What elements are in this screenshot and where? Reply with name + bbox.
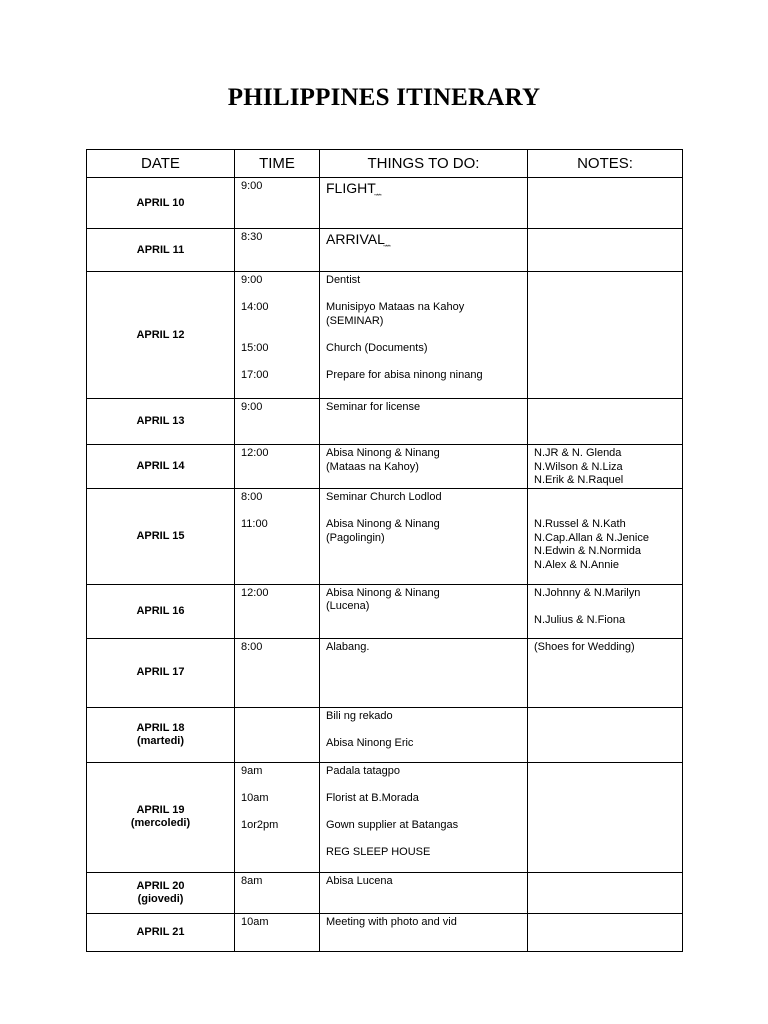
todo-line — [326, 180, 527, 199]
todo-line — [326, 819, 527, 833]
todo-text: ARRIVAL — [326, 231, 385, 247]
todo-text: Padala tatagpo — [326, 764, 401, 777]
notes-line — [534, 474, 682, 488]
time-line — [241, 301, 319, 315]
todo-line — [326, 587, 527, 601]
things-to-do-cell — [320, 488, 528, 584]
notes-line — [534, 614, 682, 628]
time-text: 15:00 — [241, 341, 269, 354]
things-to-do-cell — [320, 584, 528, 638]
time-text: 17:00 — [241, 369, 269, 382]
line-gap — [326, 723, 527, 737]
notes-line — [534, 532, 682, 546]
time-text: 14:00 — [241, 301, 269, 314]
todo-line — [326, 765, 527, 779]
bird-icon: ‸̲‸̲ — [384, 236, 390, 247]
notes-cell — [528, 488, 683, 584]
todo-text: REG SLEEP HOUSE — [326, 846, 431, 859]
header-things-to-do: THINGS TO DO: — [320, 150, 528, 178]
todo-text: Abisa Lucena — [326, 874, 393, 887]
time-text: 12:00 — [241, 447, 269, 459]
time-line — [241, 792, 319, 806]
notes-line — [534, 559, 682, 573]
time-cell — [235, 762, 320, 872]
notes-text: N.Alex & N.Annie — [534, 558, 619, 571]
time-cell — [235, 399, 320, 445]
things-to-do-cell — [320, 707, 528, 762]
header-row — [87, 150, 683, 178]
todo-line — [326, 710, 527, 724]
time-text: 8:00 — [241, 640, 263, 653]
todo-line — [326, 231, 527, 250]
date-text: APRIL 20 — [136, 879, 185, 892]
date-cell — [87, 872, 235, 913]
time-cell — [235, 445, 320, 489]
time-cell — [235, 638, 320, 707]
notes-cell — [528, 272, 683, 399]
date-cell — [87, 913, 235, 951]
todo-line — [326, 875, 527, 889]
time-cell — [235, 272, 320, 399]
time-text: 8:00 — [241, 490, 263, 503]
todo-text: Abisa Ninong & Ninang — [326, 517, 440, 530]
time-cell — [235, 707, 320, 762]
time-text: 9:00 — [241, 180, 263, 192]
time-line — [241, 916, 319, 930]
notes-text: N.Cap.Allan & N.Jenice — [534, 531, 649, 544]
todo-line — [326, 491, 527, 505]
todo-line — [326, 532, 527, 546]
todo-text: Abisa Ninong & Ninang — [326, 586, 440, 599]
time-line — [241, 587, 319, 601]
itinerary-row — [87, 762, 683, 872]
notes-cell — [528, 872, 683, 913]
date-cell — [87, 229, 235, 272]
date-cell — [87, 707, 235, 762]
line-gap — [241, 806, 319, 820]
line-gap — [326, 288, 527, 302]
header-notes: NOTES: — [528, 150, 683, 178]
todo-text: (SEMINAR) — [326, 314, 384, 327]
notes-text: N.Julius & N.Fiona — [534, 613, 626, 626]
things-to-do-cell — [320, 913, 528, 951]
itinerary-row — [87, 399, 683, 445]
date-cell — [87, 488, 235, 584]
line-gap — [534, 504, 682, 518]
date-text: APRIL 14 — [136, 459, 185, 472]
itinerary-row — [87, 913, 683, 951]
itinerary-row — [87, 584, 683, 638]
notes-text: N.Edwin & N.Normida — [534, 545, 641, 558]
notes-cell — [528, 445, 683, 489]
time-line — [241, 518, 319, 532]
itinerary-row — [87, 229, 683, 272]
time-line — [241, 342, 319, 356]
time-text: 1or2pm — [241, 819, 279, 832]
line-gap — [326, 328, 527, 342]
date-text: APRIL 13 — [136, 415, 185, 427]
date-text: APRIL 21 — [136, 925, 185, 938]
notes-line — [534, 518, 682, 532]
itinerary-table — [86, 149, 683, 952]
things-to-do-cell — [320, 638, 528, 707]
notes-cell — [528, 229, 683, 272]
todo-text: Seminar Church Lodlod — [326, 490, 442, 503]
date-text: APRIL 15 — [136, 529, 185, 542]
date-text: APRIL 18 — [136, 721, 185, 734]
notes-text: N.JR & N. Glenda — [534, 447, 622, 459]
notes-cell — [528, 913, 683, 951]
time-cell — [235, 913, 320, 951]
line-gap — [326, 356, 527, 370]
things-to-do-cell — [320, 399, 528, 445]
things-to-do-cell — [320, 872, 528, 913]
line-gap — [241, 288, 319, 302]
itinerary-row — [87, 638, 683, 707]
notes-text: (Shoes for Wedding) — [534, 640, 635, 653]
todo-line — [326, 600, 527, 614]
todo-line — [326, 846, 527, 860]
todo-line — [326, 401, 527, 415]
time-text: 8am — [241, 874, 263, 887]
things-to-do-cell — [320, 762, 528, 872]
line-gap — [534, 600, 682, 614]
time-text: 10am — [241, 791, 269, 804]
date-cell — [87, 272, 235, 399]
date-cell — [87, 584, 235, 638]
todo-line — [326, 641, 527, 655]
todo-text: Florist at B.Morada — [326, 791, 419, 804]
todo-text: Church (Documents) — [326, 341, 428, 354]
todo-text: Abisa Ninong & Ninang — [326, 447, 440, 459]
things-to-do-cell — [320, 445, 528, 489]
line-gap — [241, 315, 319, 329]
notes-text: N.Wilson & N.Liza — [534, 460, 623, 473]
notes-text: N.Johnny & N.Marilyn — [534, 586, 641, 599]
notes-cell — [528, 399, 683, 445]
todo-text: Abisa Ninong Eric — [326, 736, 414, 749]
todo-line — [326, 461, 527, 475]
date-text: APRIL 10 — [136, 196, 185, 209]
todo-line — [326, 301, 527, 315]
notes-line — [534, 545, 682, 559]
todo-text: Munisipyo Mataas na Kahoy — [326, 301, 465, 314]
date-text: (martedi) — [136, 734, 185, 747]
things-to-do-cell — [320, 229, 528, 272]
itinerary-row — [87, 872, 683, 913]
line-gap — [326, 504, 527, 518]
todo-text: (Lucena) — [326, 600, 370, 613]
notes-cell — [528, 178, 683, 229]
time-line — [241, 447, 319, 461]
todo-text: (Mataas na Kahoy) — [326, 460, 419, 473]
itinerary-row — [87, 707, 683, 762]
todo-text: Meeting with photo and vid — [326, 915, 457, 928]
line-gap — [326, 778, 527, 792]
date-cell — [87, 762, 235, 872]
line-gap — [241, 356, 319, 370]
time-text: 12:00 — [241, 586, 269, 599]
todo-text: Alabang. — [326, 640, 370, 653]
time-cell — [235, 229, 320, 272]
things-to-do-cell — [320, 272, 528, 399]
notes-cell — [528, 638, 683, 707]
date-text: APRIL 19 — [136, 804, 185, 817]
notes-text: N.Russel & N.Kath — [534, 517, 626, 530]
time-line — [241, 180, 319, 194]
itinerary-row — [87, 272, 683, 399]
page-title: PHILIPPINES ITINERARY — [227, 84, 541, 111]
notes-line — [534, 641, 682, 655]
bird-icon: ‸̲‸̲ — [375, 185, 381, 196]
notes-cell — [528, 707, 683, 762]
todo-text: Gown supplier at Batangas — [326, 819, 459, 832]
time-line — [241, 875, 319, 889]
line-gap — [241, 504, 319, 518]
time-cell — [235, 488, 320, 584]
time-line — [241, 231, 319, 245]
line-gap — [326, 806, 527, 820]
itinerary-rows — [87, 178, 683, 952]
notes-text: N.Erik & N.Raquel — [534, 474, 624, 487]
time-cell — [235, 584, 320, 638]
time-cell — [235, 872, 320, 913]
date-cell — [87, 445, 235, 489]
todo-text: Dentist — [326, 274, 361, 286]
todo-text: Seminar for license — [326, 401, 421, 413]
time-line — [241, 819, 319, 833]
todo-text: FLIGHT — [326, 180, 376, 196]
notes-cell — [528, 762, 683, 872]
date-cell — [87, 399, 235, 445]
header-time: TIME — [235, 150, 320, 178]
time-text: 9:00 — [241, 401, 263, 413]
time-line — [241, 491, 319, 505]
notes-line — [534, 447, 682, 461]
header-date: DATE — [87, 150, 235, 178]
time-text: 11:00 — [241, 517, 268, 530]
notes-line — [534, 587, 682, 601]
line-gap — [534, 491, 682, 505]
notes-line — [534, 461, 682, 475]
date-text: APRIL 12 — [136, 328, 185, 341]
time-line — [241, 369, 319, 383]
notes-cell — [528, 584, 683, 638]
things-to-do-cell — [320, 178, 528, 229]
todo-line — [326, 369, 527, 383]
itinerary-row — [87, 178, 683, 229]
todo-line — [326, 518, 527, 532]
itinerary-row — [87, 445, 683, 489]
time-text: 8:30 — [241, 231, 263, 243]
time-line — [241, 641, 319, 655]
time-text: 10am — [241, 915, 269, 928]
todo-line — [326, 342, 527, 356]
date-cell — [87, 178, 235, 229]
todo-line — [326, 274, 527, 288]
time-line — [241, 274, 319, 288]
todo-line — [326, 916, 527, 930]
todo-line — [326, 792, 527, 806]
line-gap — [326, 833, 527, 847]
todo-text: Bili ng rekado — [326, 709, 393, 722]
line-gap — [241, 328, 319, 342]
time-line — [241, 401, 319, 415]
date-text: APRIL 16 — [136, 604, 185, 617]
todo-line — [326, 315, 527, 329]
time-line — [241, 765, 319, 779]
date-text: (giovedi) — [137, 892, 184, 905]
date-text: APRIL 11 — [136, 243, 185, 256]
todo-line — [326, 447, 527, 461]
date-text: APRIL 17 — [136, 666, 185, 679]
date-text: (mercoledi) — [130, 817, 191, 830]
time-cell — [235, 178, 320, 229]
time-text: 9am — [241, 764, 263, 777]
line-gap — [241, 778, 319, 792]
todo-text: Prepare for abisa ninong ninang — [326, 369, 483, 382]
todo-line — [326, 737, 527, 751]
todo-text: (Pagolingin) — [326, 531, 385, 544]
date-cell — [87, 638, 235, 707]
itinerary-row — [87, 488, 683, 584]
time-text: 9:00 — [241, 274, 263, 286]
